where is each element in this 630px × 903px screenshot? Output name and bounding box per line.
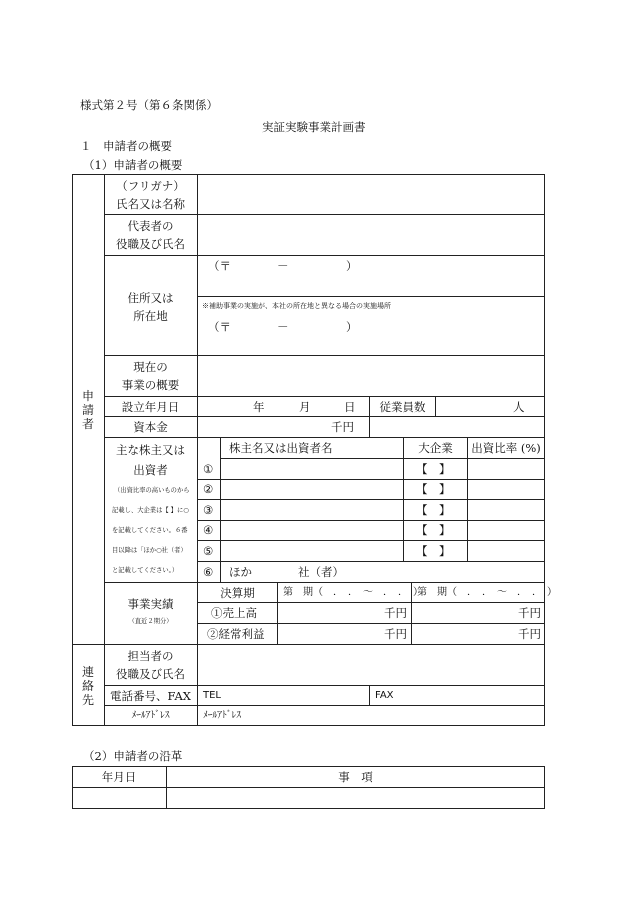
shareholders-label-1: 主な株主又は (116, 443, 185, 457)
other-shareholders-text: ほか 社（者） (229, 565, 344, 579)
large-company-bracket[interactable]: 【 】 (416, 462, 451, 476)
shareholder-row-number: ① (203, 462, 214, 476)
large-company-bracket[interactable]: 【 】 (416, 523, 451, 537)
large-company-bracket[interactable]: 【 】 (416, 544, 451, 558)
address-note: ※補助事業の実施が、本社の所在地と異なる場合の実施場所 (202, 302, 391, 310)
fiscal-period-2[interactable]: 第 期（ ． ． ～ ． ． ） (417, 587, 557, 598)
performance-note: （直近２期分） (128, 618, 173, 625)
shareholders-label-2: 出資者 (133, 463, 168, 477)
performance-label: 事業実績 (127, 597, 174, 611)
document-title: 実証実験事業計画書 (262, 120, 366, 134)
postal-code-1[interactable]: （〒 － ） (208, 259, 358, 273)
history-item-header: 事 項 (338, 770, 373, 784)
contact-person-field[interactable] (198, 645, 544, 685)
business-label-2: 事業の概要 (121, 378, 180, 392)
capital-unit: 千円 (331, 420, 354, 434)
profit-unit-2: 千円 (518, 627, 541, 641)
phone-fax-label: 電話番号、FAX (110, 689, 191, 703)
persons-unit: 人 (513, 400, 525, 414)
shareholder-row-number: ② (203, 482, 214, 496)
shareholders-note-4: 目以降は「ほか○社（者） (112, 547, 187, 554)
capital-label: 資本金 (133, 420, 168, 434)
history-heading: （2）申請者の沿革 (83, 749, 183, 763)
month-unit: 月 (299, 400, 311, 414)
shareholder-row-number: ⑥ (203, 565, 214, 579)
shareholders-note-2: 記載し、大企業は【 】に○ (112, 507, 189, 514)
history-item-cell[interactable] (167, 788, 544, 808)
shareholder-row-number: ④ (203, 523, 214, 537)
representative-label-1: 代表者の (127, 219, 174, 233)
sales-unit-2: 千円 (518, 606, 541, 620)
furigana-label: （フリガナ） (116, 179, 185, 193)
fax-field[interactable]: FAX (375, 690, 394, 701)
fiscal-period-1[interactable]: 第 期（ ． ． ～ ． ． ） (283, 587, 423, 598)
established-label: 設立年月日 (121, 400, 180, 414)
contact-side-label: 連絡先 (81, 665, 94, 707)
email-label: ﾒｰﾙｱﾄﾞﾚｽ (131, 710, 170, 721)
subsection-heading: （1）申請者の概要 (83, 158, 183, 172)
large-company-header: 大企業 (418, 441, 453, 455)
address-label-2: 所在地 (133, 309, 168, 323)
employees-label: 従業員数 (379, 400, 426, 414)
shareholder-name-header: 株主名又は出資者名 (229, 441, 333, 455)
representative-label-2: 役職及び氏名 (116, 237, 185, 251)
day-unit: 日 (344, 400, 356, 414)
name-field[interactable] (198, 175, 544, 214)
profit-label: ②経常利益 (207, 627, 265, 641)
shareholders-note-5: と記載してください。） (112, 567, 179, 574)
history-date-cell[interactable] (73, 788, 166, 808)
shareholders-note-3: を記載してください。６番 (112, 527, 188, 534)
form-number: 様式第２号（第６条関係） (80, 98, 218, 112)
contact-person-label-1: 担当者の (127, 649, 174, 663)
tel-field[interactable]: TEL (203, 690, 221, 701)
year-unit: 年 (253, 400, 265, 414)
contact-person-label-2: 役職及び氏名 (116, 667, 185, 681)
applicant-side-label: 申請者 (81, 389, 94, 431)
email-field[interactable]: ﾒｰﾙｱﾄﾞﾚｽ (203, 710, 242, 721)
business-field[interactable] (198, 356, 544, 396)
name-label: 氏名又は名称 (116, 197, 185, 211)
profit-unit-1: 千円 (384, 627, 407, 641)
large-company-bracket[interactable]: 【 】 (416, 482, 451, 496)
fiscal-period-label: 決算期 (220, 586, 255, 600)
shareholder-row-number: ⑤ (203, 544, 214, 558)
shareholders-note-1: （出資比率の高いものから (114, 487, 190, 494)
ratio-header: 出資比率 (%) (471, 441, 541, 455)
section-heading: １ 申請者の概要 (80, 139, 172, 153)
representative-field[interactable] (198, 215, 544, 255)
business-label-1: 現在の (133, 360, 168, 374)
history-date-header: 年月日 (101, 770, 137, 784)
large-company-bracket[interactable]: 【 】 (416, 503, 451, 517)
address-label-1: 住所又は (127, 291, 174, 305)
sales-unit-1: 千円 (384, 606, 407, 620)
postal-code-2[interactable]: （〒 － ） (208, 320, 358, 334)
shareholder-row-number: ③ (203, 503, 214, 517)
sales-label: ①売上高 (211, 606, 257, 620)
